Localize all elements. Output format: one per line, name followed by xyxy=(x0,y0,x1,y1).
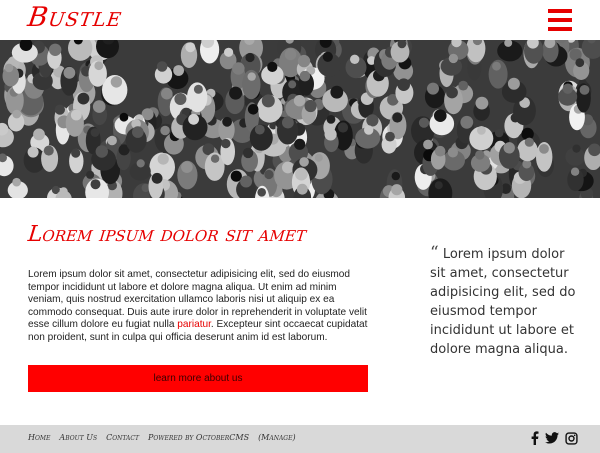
menu-bar xyxy=(548,18,572,22)
footer-link-contact[interactable]: Contact xyxy=(106,433,139,442)
quote-mark-icon: “ xyxy=(430,243,439,263)
site-logo[interactable]: Bustle xyxy=(25,2,125,33)
hamburger-menu-icon[interactable] xyxy=(548,8,572,32)
footer-link-powered-by[interactable]: Powered by OctoberCMS xyxy=(147,433,250,442)
paragraph-text-end: . Excepteur sint occaecat cupidatat non proident, sunt in culpa qui officia deserunt anim id est laborum. xyxy=(28,319,368,343)
hero-image xyxy=(0,40,600,198)
learn-more-button[interactable]: learn more about us xyxy=(28,365,368,392)
twitter-icon[interactable] xyxy=(545,432,559,444)
crowd-photo xyxy=(0,40,600,198)
footer-nav xyxy=(28,433,296,442)
social-icons xyxy=(530,431,578,445)
footer-link-manage[interactable]: (Manage) xyxy=(258,433,296,442)
menu-bar xyxy=(548,27,572,31)
menu-bar xyxy=(548,9,572,13)
footer-link-about-us[interactable]: About Us xyxy=(59,433,98,442)
site-header xyxy=(0,0,600,40)
sidebar-quote xyxy=(430,244,580,359)
quote-text: Lorem ipsum dolor sit amet, consectetur adipisicing elit, sed do eiusmod tempor incididunt ut labore et dolore magna aliqua. xyxy=(430,247,576,357)
site-footer xyxy=(0,425,600,453)
instagram-icon[interactable] xyxy=(565,432,578,445)
page-heading: Lorem ipsum dolor sit amet xyxy=(26,222,308,247)
body-paragraph xyxy=(28,269,368,344)
paragraph-text: Lorem ipsum dolor sit amet, consectetur adipisicing elit, sed do eiusmod tempor incididunt ut labore et dolore magna aliqua. Ut enim ad minim veniam, quis nostrud exercitation ullamco laboris nisi ut aliquip ex ea commodo consequat. Duis aute irure dolor in reprehenderit in voluptate velit esse cillum dolore eu fugiat nulla xyxy=(28,269,367,330)
facebook-icon[interactable] xyxy=(530,431,539,445)
pariatur-link[interactable]: pariatur xyxy=(177,319,211,330)
footer-link-home[interactable]: Home xyxy=(28,433,51,442)
